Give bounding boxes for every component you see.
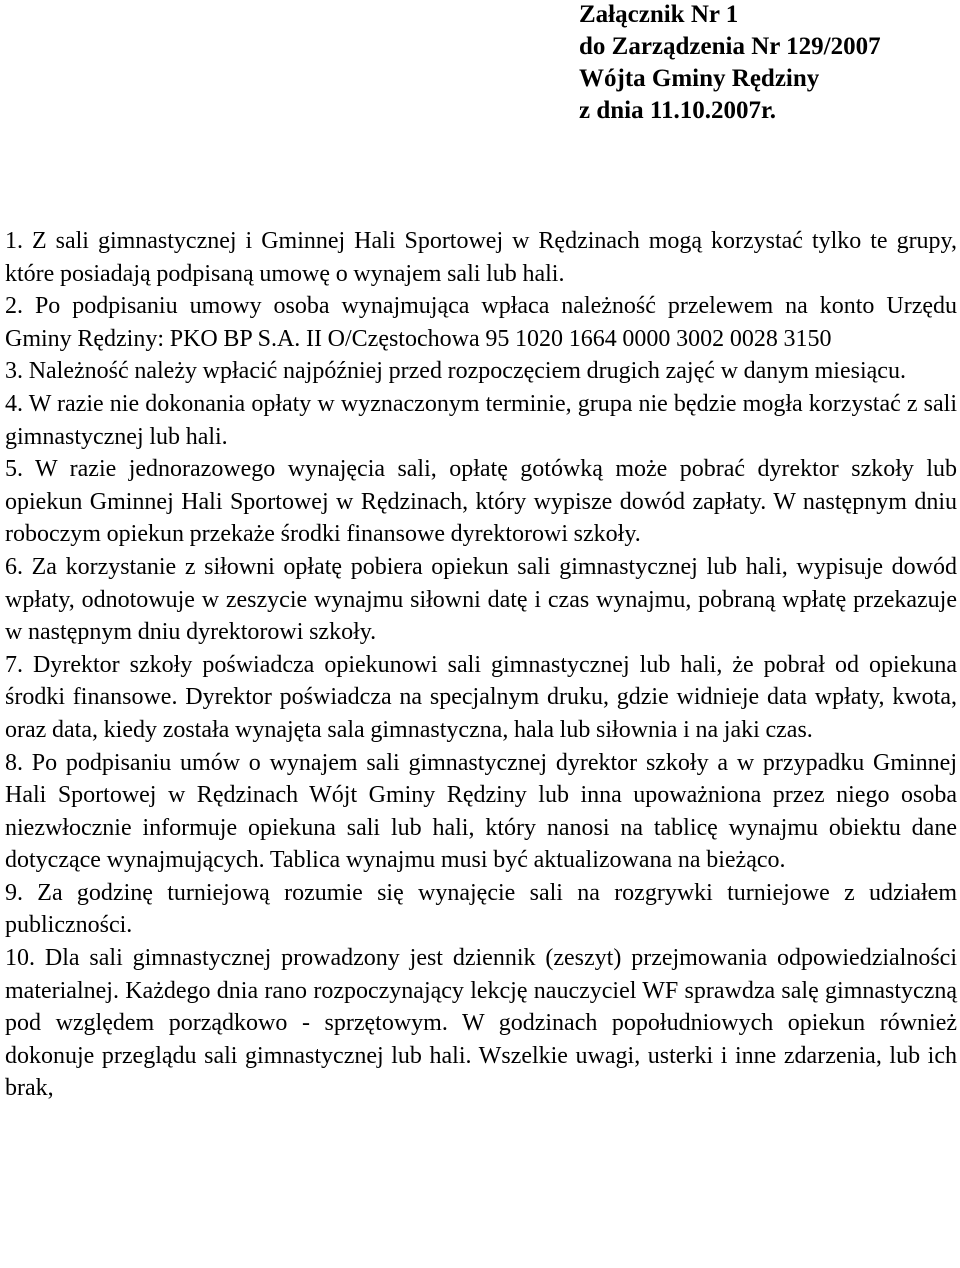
document-header	[579, 0, 949, 127]
paragraph-9: 9. Za godzinę turniejową rozumie się wynajęcie sali na rozgrywki turniejowe z udziałem publiczności.	[5, 879, 957, 939]
paragraph-10: 10. Dla sali gimnastycznej prowadzony jest dziennik (zeszyt) przejmowania odpowiedzialności materialnej. Każdego dnia rano rozpoczynający lekcję nauczyciel WF sprawdza salę gimnastyczną pod względem porządkowo - sprzętowym. W godzinach popołudniowych opiekun również dokonuje przeglądu sali gimnastycznej lub hali. Wszelkie uwagi, usterki i inne zdarzenia, lub ich brak,	[5, 945, 957, 1102]
paragraph-3: 3. Należność należy wpłacić najpóźniej przed rozpoczęciem drugich zajęć w danym miesiącu.	[5, 358, 906, 385]
header-annex-title: Załącznik Nr 1	[579, 1, 739, 28]
paragraph-2: 2. Po podpisaniu umowy osoba wynajmująca wpłaca należność przelewem na konto Urzędu Gminy Rędziny: PKO BP S.A. II O/Częstochowa 95 1020 1664 0000 3002 0028 3150	[5, 293, 957, 352]
paragraph-1: 1. Z sali gimnastycznej i Gminnej Hali Sportowej w Rędzinach mogą korzystać tylko te grupy, które posiadają podpisaną umowę o wynajem sali lub hali.	[5, 228, 957, 287]
header-ordinance-number: do Zarządzenia Nr 129/2007	[579, 33, 881, 60]
document-body	[5, 225, 957, 1105]
paragraph-4: 4. W razie nie dokonania opłaty w wyznaczonym terminie, grupa nie będzie mogła korzystać z sali gimnastycznej lub hali.	[5, 390, 957, 450]
header-date: z dnia 11.10.2007r.	[579, 97, 777, 124]
paragraph-8: 8. Po podpisaniu umów o wynajem sali gimnastycznej dyrektor szkoły a w przypadku Gminnej Hali Sportowej w Rędzinach Wójt Gminy Rędziny lub inna upoważniona przez niego osoba niezwłocznie informuje opiekuna sali lub hali, który nanosi na tablicę wynajmu obiektu dane dotyczące wynajmujących. Tablica wynajmu musi być aktualizowana na bieżąco.	[5, 749, 957, 874]
paragraph-7: 7. Dyrektor szkoły poświadcza opiekunowi sali gimnastycznej lub hali, że pobrał od opiekuna środki finansowe. Dyrektor poświadcza na specjalnym druku, gdzie widnieje data wpłaty, kwota, oraz data, kiedy została wynajęta sala gimnastyczna, hala lub siłownia i na jaki czas.	[5, 651, 957, 743]
paragraph-5: 5. W razie jednorazowego wynajęcia sali, opłatę gotówką może pobrać dyrektor szkoły lub opiekun Gminnej Hali Sportowej w Rędzinach, który wypisze dowód zapłaty. W następnym dniu roboczym opiekun przekaże środki finansowe dyrektorowi szkoły.	[5, 456, 957, 548]
paragraph-6: 6. Za korzystanie z siłowni opłatę pobiera opiekun sali gimnastycznej lub hali, wypisuje dowód wpłaty, odnotowuje w zeszycie wynajmu siłowni datę i czas wynajmu, pobraną wpłatę przekazuje w następnym dniu dyrektorowi szkoły.	[5, 553, 957, 646]
header-issuer: Wójta Gminy Rędziny	[579, 65, 820, 92]
